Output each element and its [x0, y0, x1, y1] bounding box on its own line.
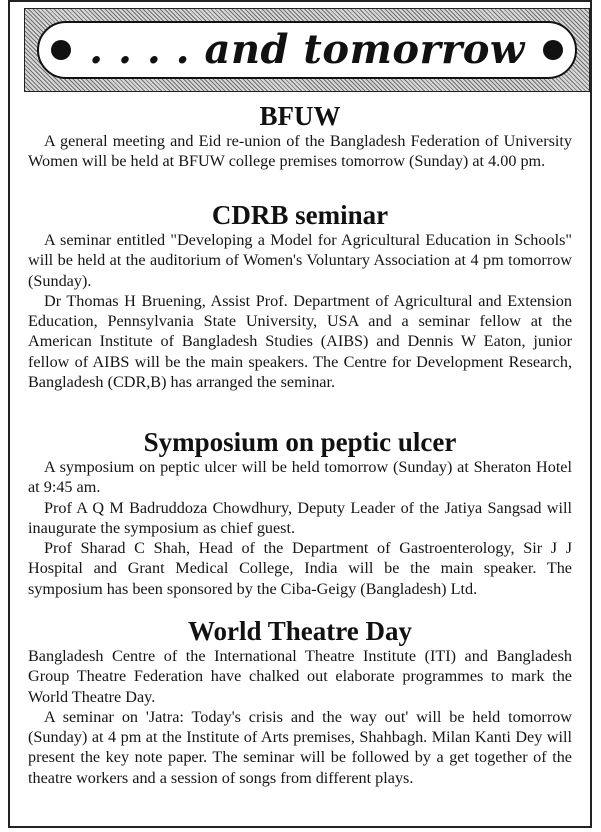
story-paragraph: Prof A Q M Badruddoza Chowdhury, Deputy Leader of the Jatiya Sangsad will inaugurate the symposium as chief guest. [28, 498, 572, 537]
story-cdrb [28, 200, 572, 392]
bullet-dot-left-icon [51, 40, 71, 60]
story-headline: BFUW [259, 101, 341, 131]
story-paragraph: A symposium on peptic ulcer will be held tomorrow (Sunday) at Sheraton Hotel at 9:45 am. [28, 458, 572, 497]
section-banner [24, 8, 590, 92]
story-bfuw [28, 101, 572, 172]
story-paragraph: A seminar on 'Jatra: Today's crisis and the way out' will be held tomorrow (Sunday) at 4 pm at the Institute of Arts premises, Shahbagh. Milan Kanti Dey will present the key note paper. The seminar will be followed by a get together of the theatre workers and a session of songs from different plays. [28, 707, 572, 787]
story-paragraph: A seminar entitled "Developing a Model for Agricultural Education in Schools" will be held at the auditorium of Women's Voluntary Association at 4 pm tomorrow (Sunday). [28, 231, 572, 290]
story-headline: Symposium on peptic ulcer [143, 427, 457, 457]
bullet-dot-right-icon [543, 40, 563, 60]
story-headline: World Theatre Day [187, 616, 412, 646]
story-paragraph: Dr Thomas H Bruening, Assist Prof. Department of Agricultural and Extension Education, Pennsylvania State University, USA and a seminar fellow at the American Institute of Bangladesh Studies (AIBS) and Dennis W Eaton, junior fellow of AIBS will be the main speakers. The Centre for Development Research, Bangladesh (CDR,B) has arranged the seminar. [28, 291, 572, 392]
story-headline: CDRB seminar [211, 200, 389, 230]
story-world-theatre-day [28, 616, 572, 788]
story-paragraph: A general meeting and Eid re-union of the Bangladesh Federation of University Women will be held at BFUW college premises tomorrow (Sunday) at 4.00 pm. [28, 132, 572, 171]
story-paragraph: Prof Sharad C Shah, Head of the Department of Gastroenterology, Sir J J Hospital and Grant Medical College, India will be the main speaker. The symposium has been sponsored by the Ciba-Geigy (Bangladesh) Ltd. [28, 539, 572, 598]
story-peptic-ulcer [28, 427, 572, 599]
story-paragraph: Bangladesh Centre of the International Theatre Institute (ITI) and Bangladesh Group Theatre Federation have chalked out elaborate programmes to mark the World Theatre Day. [28, 647, 572, 706]
section-title: . . . . and tomorrow [89, 26, 525, 73]
banner-frame [37, 21, 577, 79]
